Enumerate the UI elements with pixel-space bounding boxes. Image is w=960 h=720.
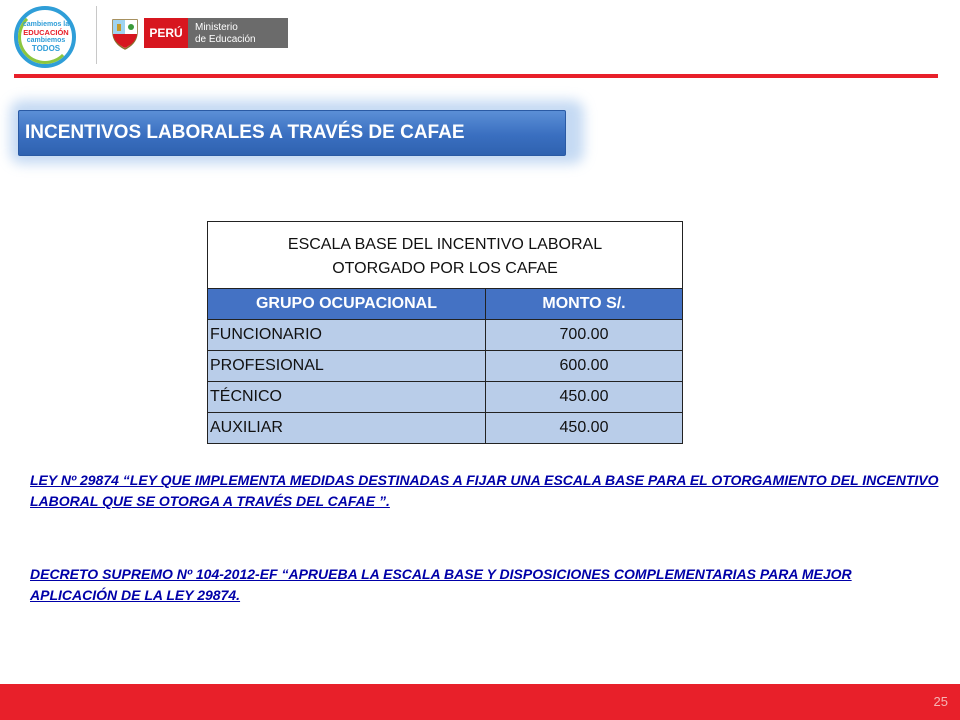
column-header-group: GRUPO OCUPACIONAL	[208, 289, 486, 320]
table-row	[208, 351, 683, 382]
peru-label: PERÚ	[144, 18, 188, 48]
table-row	[208, 413, 683, 444]
ministry-line1: Ministerio	[195, 22, 238, 33]
column-header-amount: MONTO S/.	[486, 289, 683, 320]
footer-bar	[0, 684, 960, 720]
table-caption	[208, 222, 683, 289]
logo-text-line2: EDUCACIÓN	[23, 28, 69, 37]
campaign-logo	[14, 6, 80, 68]
table-row	[208, 382, 683, 413]
page-number: 25	[933, 694, 948, 709]
ministry-line2: de Educación	[195, 34, 256, 45]
table-row	[208, 320, 683, 351]
logo-text-line3: cambiemos	[26, 37, 66, 44]
peru-coat-of-arms-icon	[110, 16, 140, 50]
table-caption-line1: ESCALA BASE DEL INCENTIVO LABORAL	[287, 236, 603, 253]
cell-amount: 450.00	[486, 382, 683, 413]
cell-group: TÉCNICO	[208, 382, 486, 413]
cell-group: AUXILIAR	[208, 413, 486, 444]
logo-text-line1: cambiemos la	[22, 21, 70, 28]
logo-text-line4: TODOS	[31, 44, 61, 53]
cell-amount: 700.00	[486, 320, 683, 351]
incentive-table	[207, 221, 683, 444]
table-caption-line2: OTORGADO POR LOS CAFAE	[332, 260, 558, 277]
page-title: INCENTIVOS LABORALES A TRAVÉS DE CAFAE	[25, 122, 465, 143]
cell-group: PROFESIONAL	[208, 351, 486, 382]
decree-reference-link[interactable]: DECRETO SUPREMO Nº 104-2012-EF “APRUEBA LA ESCALA BASE Y DISPOSICIONES COMPLEMENTARIAS PARA MEJOR APLICACIÓN DE LA LEY 29874.	[30, 566, 852, 603]
cell-group: FUNCIONARIO	[208, 320, 486, 351]
ministry-label	[188, 18, 288, 48]
cell-amount: 600.00	[486, 351, 683, 382]
header-divider	[96, 6, 97, 64]
law-reference-link[interactable]: LEY Nº 29874 “LEY QUE IMPLEMENTA MEDIDAS DESTINADAS A FIJAR UNA ESCALA BASE PARA EL OTORGAMIENTO DEL INCENTIVO LABORAL QUE SE OTORGA A TRAVÉS DEL CAFAE ”.	[30, 472, 939, 509]
header-red-rule	[14, 74, 938, 78]
title-banner	[18, 110, 566, 156]
cell-amount: 450.00	[486, 413, 683, 444]
